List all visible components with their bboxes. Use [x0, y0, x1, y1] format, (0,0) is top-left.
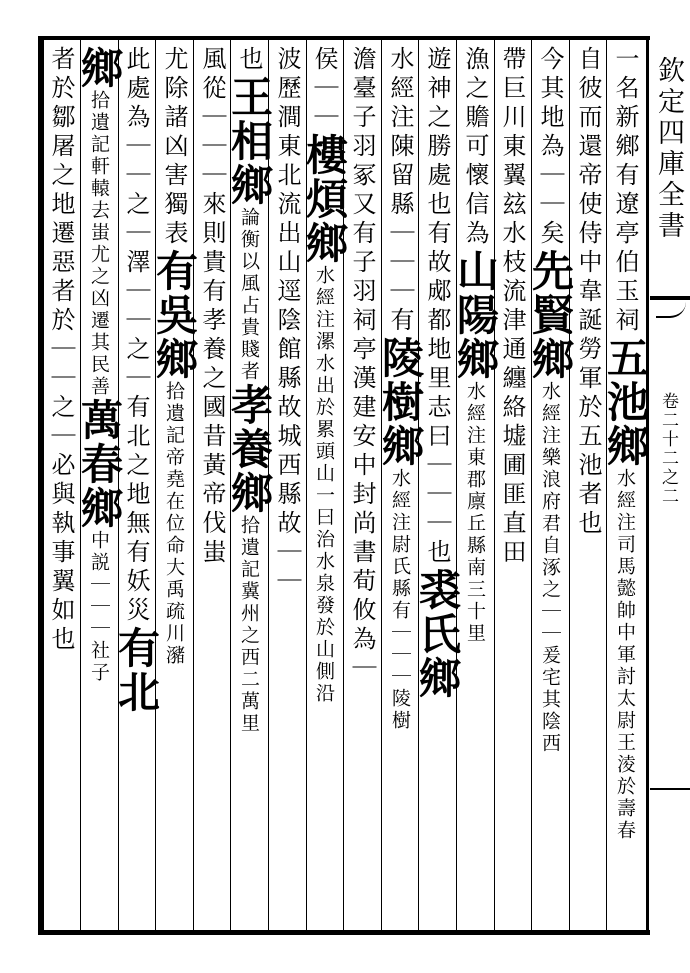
margin-tick-mark [650, 788, 690, 790]
body-text: 者於鄒屠之地遷惡者於｜｜之｜ [47, 46, 75, 452]
heading-text: 鄉 [75, 46, 124, 90]
heading-text: 山陽鄉 [451, 249, 500, 381]
body-text: 此處為｜｜之｜ [122, 46, 150, 249]
heading-text: 王相鄉 [225, 75, 274, 207]
fishtail-mark [650, 296, 690, 322]
body-text: 水經注東郡廪丘縣南三十里 [464, 381, 486, 645]
body-text: 帶巨川東翼玆水枝流津通纏絡墟圃匪直田 [498, 46, 526, 568]
heading-text: 五池鄉 [601, 336, 650, 468]
body-text: 自彼而還帝使侍中韋誕勞軍於五池者也 [574, 46, 602, 539]
body-text: 尤除諸凶害獨表 [160, 46, 188, 249]
body-text: 水經注尉氏縣有｜｜｜陵樹 [389, 468, 411, 732]
body-text: 也 [235, 46, 263, 75]
body-text: 澤｜｜之｜有北之地無有妖災 [122, 249, 150, 626]
body-text: 澹臺子羽冢又有子羽祠 [348, 46, 376, 336]
body-text: 中説｜｜｜社子 [88, 530, 110, 684]
frame-bottom-border [38, 930, 650, 935]
body-text: 今其地為｜｜矣 [536, 46, 564, 249]
body-text: 波歷澗東北流出山逕陰館縣故城西縣故｜｜ [273, 46, 301, 597]
book-title-text: 欽定四庫全書 [653, 56, 684, 242]
heading-text: 裘氏鄉 [413, 568, 462, 700]
column-rule [43, 40, 44, 930]
body-text: 必與執事翼如也 [47, 452, 75, 655]
heading-text: 有吳鄉 [150, 249, 199, 381]
body-text: 水經注漯水出於累頭山一曰治水泉發於山側沿 [313, 265, 335, 705]
body-text: 有孝養之國昔黃帝伐蚩 [198, 278, 226, 568]
body-text: 漁之贍可懷信為 [461, 46, 489, 249]
heading-text: 樓煩鄉 [300, 133, 349, 265]
heading-text: 孝養鄉 [225, 383, 274, 515]
margin-book-title [650, 56, 686, 296]
body-text: 風從｜｜｜來則貴 [198, 46, 226, 278]
volume-text: 卷二十二之二 [658, 392, 678, 506]
body-text: 亭漢建安中封尚書荀攸為｜ [348, 336, 376, 684]
frame-top-border [38, 36, 650, 40]
body-text: 一名新鄉有遼亭伯玉祠 [611, 46, 639, 336]
body-text: 拾遺記軒轅去蚩尤之凶遷其民善 [88, 90, 110, 398]
body-text: 水經注司馬懿帥中軍討太尉王淩於壽春 [614, 468, 636, 842]
heading-text: 萬春鄉 [75, 398, 124, 530]
body-text: 侯｜｜ [310, 46, 338, 133]
heading-text: 先賢鄉 [526, 249, 575, 381]
body-text: 拾遺記冀州之西二萬里 [238, 515, 260, 735]
body-text: 有故郕都地里志曰｜｜｜也 [423, 220, 451, 568]
heading-text: 有北 [112, 626, 161, 714]
body-text: 拾遺記帝堯在位命大禹疏川瀦 [163, 381, 185, 667]
heading-text: 陵樹鄉 [376, 336, 425, 468]
body-text: 遊神之勝處也 [423, 46, 451, 220]
body-text: 水經注樂浪府君自涿之｜｜爰宅其陰西 [539, 381, 561, 755]
body-text: 論衡以風占貴賤者 [238, 207, 260, 383]
margin-volume-label [650, 392, 686, 592]
body-text: 水經注陳留縣｜｜｜有 [386, 46, 414, 336]
